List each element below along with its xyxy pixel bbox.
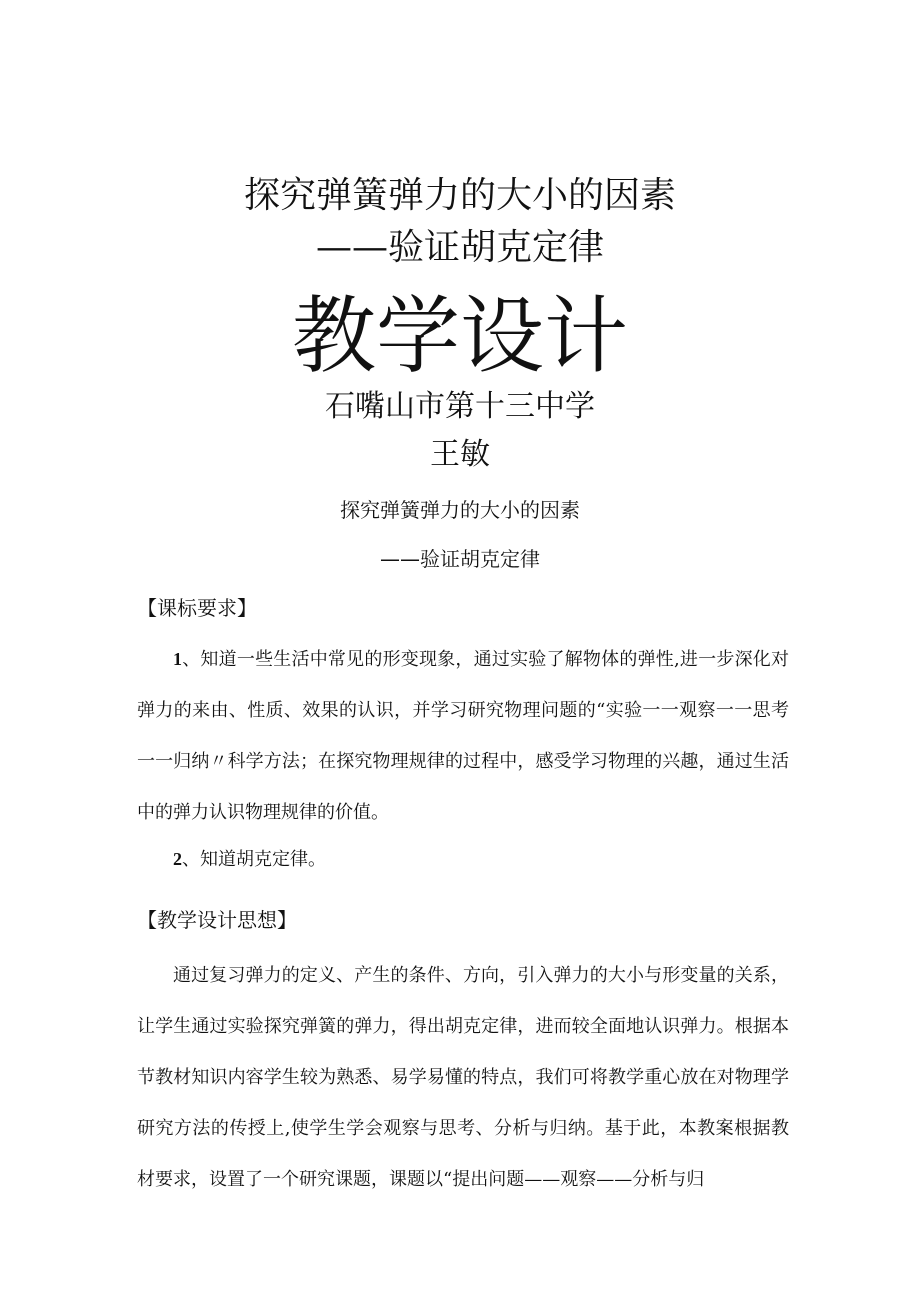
item-text: 、知道一些生活中常见的形变现象，通过实验了解物体的弹性,进一步深化对弹力的来由、性质、效果的认识，并学习研究物理问题的“实验一一观察一一思考一一归纳〃科学方法；在探究物理规律的过程中，感受学习物理的兴趣，通过生活中的弹力认识物理规律的价值。 [137,649,789,823]
section-subtitle: ——验证胡克定律 [380,547,540,571]
design-heading: 【教学设计思想】 [137,908,297,932]
document-big-title: 教学设计 [291,287,628,385]
author-name: 王敏 [430,437,490,472]
document-title: 探究弹簧弹力的大小的因素 [243,175,676,216]
item-text: 、知道胡克定律。 [182,849,326,870]
design-paragraph: 通过复习弹力的定义、产生的条件、方向，引入弹力的大小与形变量的关系，让学生通过实验探究弹簧的弹力，得出胡克定律，进而较全面地认识弹力。根据本节教材知识内容学生较为熟悉、易学易懂的特点，我们可将教学重心放在对物理学研究方法的传授上,使学生学会观察与思考、分析与归纳。基于此，本教案根据教材要求，设置了一个研究课题，课题以“提出问题——观察——分析与归 [137,965,789,1190]
curriculum-item-1 [137,634,789,838]
curriculum-item-2 [137,834,789,885]
curriculum-heading: 【课标要求】 [137,596,257,620]
section-title: 探究弹簧弹力的大小的因素 [340,498,580,522]
item-number: 2 [173,849,182,869]
item-number: 1 [173,649,182,669]
school-name: 石嘴山市第十三中学 [325,389,595,424]
document-subtitle: ——验证胡克定律 [315,227,604,268]
